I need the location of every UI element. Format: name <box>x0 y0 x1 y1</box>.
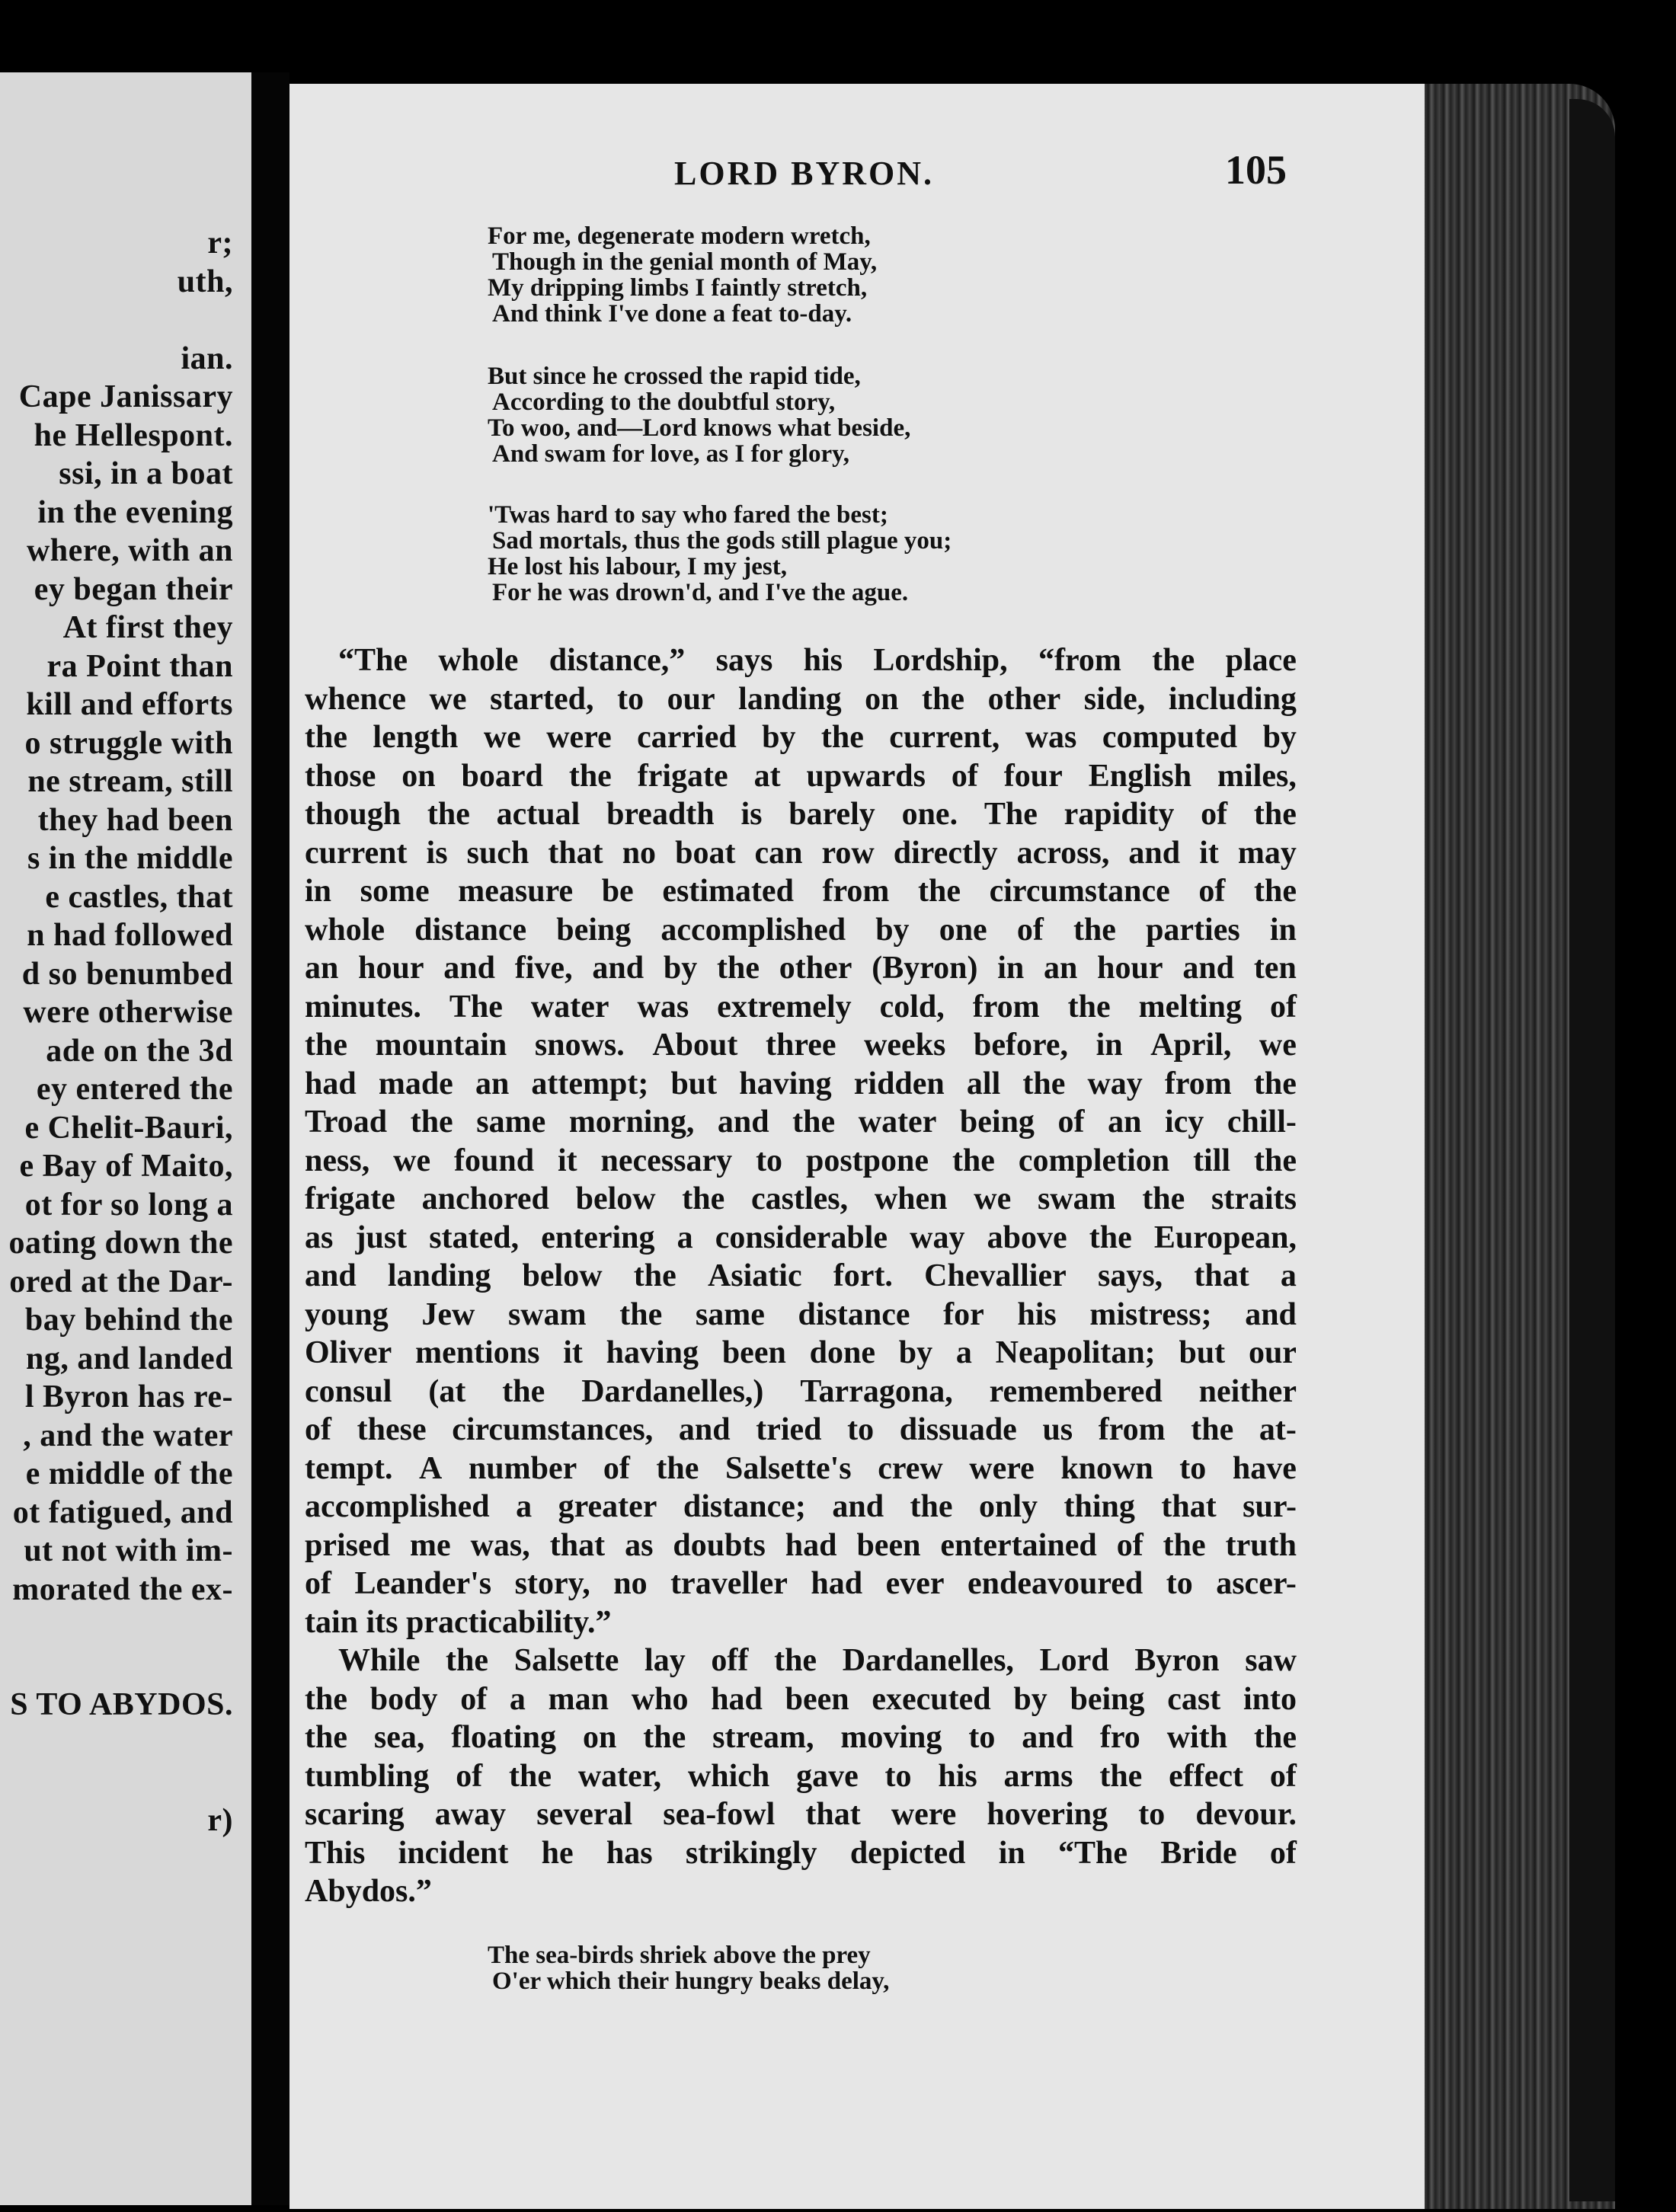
paragraph-quotation <box>305 641 1297 1641</box>
paragraph-line: ness, we found it necessary to postpone the completion till the <box>305 1143 1297 1178</box>
paragraph-line: tumbling of the water, which gave to his arms the effect of <box>305 1758 1297 1794</box>
paragraph-line: current is such that no boat can row directly across, and it may <box>305 835 1297 871</box>
paragraph-line: of these circumstances, and tried to dissuade us from the at- <box>305 1412 1297 1447</box>
verse-stanza-3 <box>488 502 952 606</box>
verse-line: For he was drown'd, and I've the ague. <box>492 579 909 606</box>
left-page-line: they had been <box>37 802 233 838</box>
left-page-line: ey entered the <box>36 1072 233 1107</box>
paragraph-line: the length we were carried by the current, was computed by <box>305 720 1297 755</box>
page-number: 105 <box>1225 147 1287 193</box>
paragraph-line: tain its practicability.” <box>305 1604 612 1640</box>
left-page-line: n had followed <box>27 918 233 953</box>
paragraph-line: accomplished a greater distance; and the only thing that sur- <box>305 1489 1297 1524</box>
verse-line: Though in the genial month of May, <box>492 248 878 276</box>
paragraph-line: frigate anchored below the castles, when we swam the straits <box>305 1181 1297 1216</box>
left-page-line: ey began their <box>34 571 233 607</box>
left-page-line: ot for so long a <box>24 1187 233 1223</box>
paragraph-line: Oliver mentions it having been done by a Neapolitan; but our <box>305 1335 1297 1370</box>
verse-line: To woo, and—Lord knows what beside, <box>488 414 911 442</box>
left-page-line: ot fatigued, and <box>12 1494 233 1530</box>
verse-line: And swam for love, as I for glory, <box>492 440 850 468</box>
left-page-line: d so benumbed <box>21 956 233 992</box>
paragraph-line: whence we started, to our landing on the other side, including <box>305 681 1297 717</box>
book-cover-edge <box>1569 99 1615 2201</box>
left-page-line: Cape Janissary <box>18 379 233 414</box>
left-page-line: r) <box>207 1802 233 1838</box>
paragraph-line: the mountain snows. About three weeks before, in April, we <box>305 1028 1297 1063</box>
paragraph-line: the sea, floating on the stream, moving to and fro with the <box>305 1720 1297 1755</box>
right-page <box>289 84 1432 2209</box>
left-page-line: l Byron has re- <box>24 1379 233 1414</box>
paragraph-line: an hour and five, and by the other (Byron) in an hour and ten <box>305 951 1297 986</box>
left-page-line: e Chelit-Bauri, <box>24 1110 233 1146</box>
left-page <box>0 72 251 2205</box>
left-page-line: ra Point than <box>46 648 233 684</box>
left-page-line: ored at the Dar- <box>9 1264 233 1299</box>
left-page-line: ne stream, still <box>27 764 233 799</box>
left-page-line: in the evening <box>37 494 233 530</box>
left-page-line: kill and efforts <box>26 687 233 722</box>
left-page-line: At first they <box>62 610 233 645</box>
left-page-line: morated the ex- <box>12 1571 233 1607</box>
left-page-line: e middle of the <box>25 1456 233 1491</box>
paragraph-line: tempt. A number of the Salsette's crew were known to have <box>305 1450 1297 1486</box>
left-page-line: bay behind the <box>24 1303 233 1338</box>
verse-line: Sad mortals, thus the gods still plague you; <box>492 527 952 555</box>
verse-line: He lost his labour, I my jest, <box>488 553 787 580</box>
left-page-line: e castles, that <box>45 879 233 915</box>
left-page-line: r; <box>207 225 233 261</box>
verse-line: 'Twas hard to say who fared the best; <box>488 501 888 529</box>
verse-line: For me, degenerate modern wretch, <box>488 222 871 250</box>
verse-stanza-2 <box>488 363 910 467</box>
left-page-line: , and the water <box>23 1418 233 1453</box>
paragraph-line: and landing below the Asiatic fort. Chevallier says, that a <box>305 1258 1297 1293</box>
paragraph-line: prised me was, that as doubts had been entertained of the truth <box>305 1527 1297 1563</box>
left-page-line: where, with an <box>26 533 233 568</box>
paragraph-salsette <box>305 1641 1297 1911</box>
paragraph-line: as just stated, entering a considerable way above the European, <box>305 1219 1297 1255</box>
paragraph-line: had made an attempt; but having ridden all the way from the <box>305 1066 1297 1101</box>
verse-line: The sea-birds shriek above the prey <box>488 1942 871 1969</box>
running-title: LORD BYRON. <box>674 155 935 192</box>
paragraph-line: those on board the frigate at upwards of four English miles, <box>305 758 1297 794</box>
left-page-line: s in the middle <box>27 841 233 876</box>
running-head <box>289 147 1432 200</box>
paragraph-line: the body of a man who had been executed by being cast into <box>305 1681 1297 1717</box>
left-page-line: oating down the <box>8 1226 233 1261</box>
verse-line: According to the doubtful story, <box>492 388 836 416</box>
paragraph-line: “The whole distance,” says his Lordship, “from the place <box>338 643 1297 678</box>
verse-line: And think I've done a feat to-day. <box>492 300 852 328</box>
paragraph-line: though the actual breadth is barely one. The rapidity of the <box>305 797 1297 832</box>
left-page-line: he Hellespont. <box>34 417 233 453</box>
left-page-line: ng, and landed <box>26 1341 233 1376</box>
closing-verse <box>488 1942 889 1994</box>
left-page-line: ut not with im- <box>24 1533 233 1568</box>
left-page-line: ssi, in a boat <box>59 456 233 491</box>
book-gutter <box>251 72 289 2205</box>
left-page-line: S TO ABYDOS. <box>10 1687 233 1722</box>
paragraph-line: While the Salsette lay off the Dardanelles, Lord Byron saw <box>338 1643 1297 1678</box>
paragraph-line: in some measure be estimated from the circumstance of the <box>305 874 1297 909</box>
paragraph-line: consul (at the Dardanelles,) Tarragona, remembered neither <box>305 1373 1297 1409</box>
left-page-line: e Bay of Maito, <box>19 1149 233 1184</box>
verse-line: O'er which their hungry beaks delay, <box>492 1967 890 1995</box>
paragraph-line: This incident he has strikingly depicted in “The Bride of <box>305 1835 1297 1871</box>
paragraph-line: Abydos.” <box>305 1874 432 1909</box>
paragraph-line: minutes. The water was extremely cold, from the melting of <box>305 989 1297 1024</box>
left-page-line: ian. <box>181 340 233 376</box>
paragraph-line: young Jew swam the same distance for his mistress; and <box>305 1296 1297 1332</box>
left-page-line: uth, <box>177 264 233 299</box>
left-page-line: ade on the 3d <box>46 1033 233 1069</box>
paragraph-line: Troad the same morning, and the water being of an icy chill- <box>305 1104 1297 1140</box>
verse-line: My dripping limbs I faintly stretch, <box>488 274 868 302</box>
left-page-line: o struggle with <box>24 725 233 761</box>
verse-line: But since he crossed the rapid tide, <box>488 363 861 390</box>
paragraph-line: scaring away several sea-fowl that were hovering to devour. <box>305 1797 1297 1832</box>
paragraph-line: of Leander's story, no traveller had ever endeavoured to ascer- <box>305 1566 1297 1601</box>
left-page-line: were otherwise <box>23 995 233 1030</box>
verse-stanza-1 <box>488 223 877 327</box>
paragraph-line: whole distance being accomplished by one of the parties in <box>305 912 1297 948</box>
